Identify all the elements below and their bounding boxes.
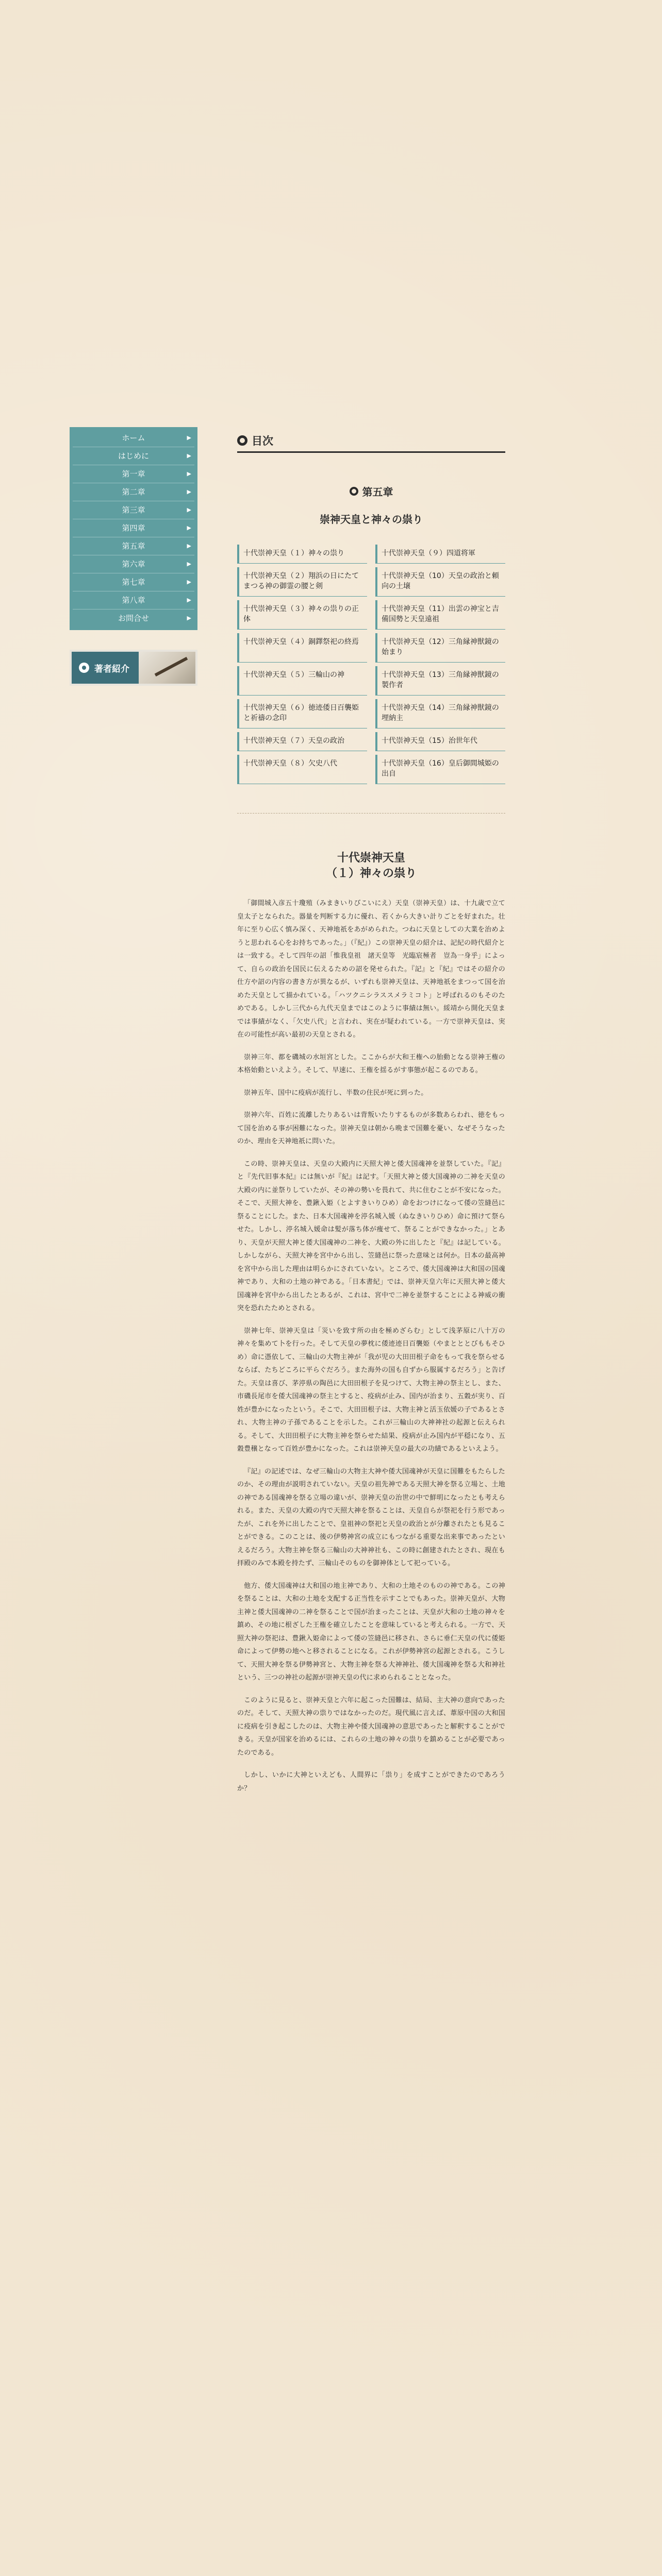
toc-link[interactable]: 十代崇神天皇（16）皇后御間城姫の出自 — [375, 755, 505, 784]
chapter-title: 第五章 — [362, 486, 393, 498]
chevron-right-icon: ▶ — [187, 470, 191, 477]
chevron-right-icon: ▶ — [187, 434, 191, 441]
sidebar-item-label: はじめに — [118, 451, 149, 461]
toc-link-grid — [237, 545, 505, 784]
sidebar-item-label: 第二章 — [122, 487, 145, 497]
sidebar — [70, 427, 197, 686]
sidebar-item-label: ホーム — [122, 433, 145, 443]
article-paragraph: 「御間城入彦五十瓊殖（みまきいりびこいにえ）天皇（崇神天皇）は、十九歳で立て皇太子となられた。器量を判断する力に優れ、若くから大きい計りごとを好まれた。壮年に至り心広く慎み深く、天神地祇をあがめられた。つねに天皇としての大業を治めようと思われる心をお持ちであった。」（『紀』）この崇神天皇の紹介は、記紀の時代紹介とは一致する。そして四年の詔「惟我皇祖 諸天皇等 光臨宸極者 豈為一身乎」によって、自らの政治を国民に伝えるための詔を発せられた。『記』と『紀』ではその紹介の仕方や詔の内容の書き方が異なるが、いずれも崇神天皇は、天神地祇をまつって国を治めた天皇として描かれている。「ハツクニシラススメラミコト」と呼ばれるのもそのためである。しかし三代から九代天皇まではこのように事績は無い。綏靖から開化天皇までは事績がなく、「欠史八代」と言われ、実在が疑われている。一方で崇神天皇は、実在の可能性が高い最初の天皇とされる。 — [237, 900, 505, 1039]
sidebar-item-label: 第三章 — [122, 505, 145, 515]
toc-link[interactable]: 十代崇神天皇（３）神々の祟りの正体 — [237, 600, 367, 630]
toc-link[interactable]: 十代崇神天皇（４）銅鐸祭祀の終焉 — [237, 633, 367, 663]
toc-link[interactable]: 十代崇神天皇（13）三角縁神獣鏡の製作者 — [375, 666, 505, 696]
section-divider — [237, 813, 505, 814]
sidebar-item[interactable] — [73, 537, 194, 555]
toc-link[interactable]: 十代崇神天皇（15）治世年代 — [375, 732, 505, 751]
sidebar-item[interactable] — [73, 573, 194, 591]
sidebar-item-label: 第四章 — [122, 523, 145, 533]
sidebar-item-label: 第六章 — [122, 560, 145, 569]
main-content — [237, 433, 505, 1804]
sidebar-item[interactable] — [73, 465, 194, 483]
article-paragraph: 崇神六年、百姓に流離したりあるいは背叛いたりするものが多数あらわれ、徳をもって国を治める事が困難になった。崇神天皇は朝から晩まで国難を憂い、なぜそうなったのか、理由を天神地祇に問いた。 — [237, 1111, 505, 1145]
toc-link[interactable]: 十代崇神天皇（９）四道将軍 — [375, 545, 505, 564]
chevron-right-icon: ▶ — [187, 543, 191, 549]
toc-link[interactable]: 十代崇神天皇（８）欠史八代 — [237, 755, 367, 784]
toc-link[interactable]: 十代崇神天皇（12）三角縁神獣鏡の始まり — [375, 633, 505, 663]
toc-link[interactable]: 十代崇神天皇（７）天皇の政治 — [237, 732, 367, 751]
chevron-right-icon: ▶ — [187, 615, 191, 621]
chevron-right-icon: ▶ — [187, 488, 191, 495]
toc-link[interactable]: 十代崇神天皇（２）翔浜の日にたてまつる神の御霊の腰と剣 — [237, 567, 367, 597]
toc-title: 目次 — [252, 435, 273, 447]
article-title — [237, 851, 505, 882]
toc-header — [237, 433, 505, 453]
article-paragraph: 『記』の記述では、なぜ三輪山の大物主大神や倭大国魂神が天皇に国難をもたらしたのか、その理由が説明されていない。天皇の祖先神である天照大神を祭る立場と、土地の神である国魂神を祭る立場の違いが、崇神天皇の治世の中で鮮明になったとも考えられる。また、天皇の大殿の内で天照大神を祭ることは、天皇自らが祭祀を行う形であったが、これを外に出したことで、皇祖神の祭祀と天皇の政治とが分離されたとも見ることができる。このことは、後の伊勢神宮の成立にもつながる重要な出来事であったといえるだろう。大物主神を祭る三輪山の大神神社も、この時に創建されたとされ、現在も拝殿のみで本殿を持たず、三輪山そのものを御神体として祀っている。 — [237, 1467, 505, 1567]
article-title-line2: （１）神々の祟り — [325, 867, 417, 880]
chevron-right-icon: ▶ — [187, 597, 191, 603]
ring-icon — [350, 487, 358, 496]
toc-link[interactable]: 十代崇神天皇（10）天皇の政治と頼向の土壌 — [375, 567, 505, 597]
chevron-right-icon: ▶ — [187, 561, 191, 567]
sidebar-item[interactable] — [73, 501, 194, 519]
sidebar-item-label: 第一章 — [122, 469, 145, 479]
sidebar-item-label: お問合せ — [118, 614, 149, 623]
sidebar-item[interactable] — [73, 519, 194, 537]
article-paragraph: 崇神七年、崇神天皇は「災いを致す所の由を極めざらむ」として浅茅原に八十万の神々を集めて卜を行った。そして天皇の夢枕に倭迹迹日百襲姫（やまとととびももそひめ）命に憑依して、三輪山の大物主神が「我が児の大田田根子命をもって我を祭らせるならば、たちどころに平らぐだろう。また海外の国も自ずから服属するだろう」と告げた。天皇は喜び、茅渟県の陶邑に大田田根子を見つけて、大物主神の祭主とし、また、市磯長尾市を倭大国魂神の祭主とすると、疫病が止み、国内が治まり、五穀が実り、百姓が豊かになったという。そこで、大田田根子は、大物主神と活玉依媛の子であるとされ、大物主神の子孫であることを示した。これが三輪山の大神神社の起源と伝えられる。そして、大田田根子に大物主神を祭らせた結果、疫病が止み国内が平穏になり、五穀豊穣となって百姓が豊かになった。これは崇神天皇の最大の功績であるといえよう。 — [237, 1327, 505, 1453]
sidebar-item[interactable] — [73, 591, 194, 609]
sidebar-item[interactable] — [73, 447, 194, 465]
article-title-line1: 十代崇神天皇 — [337, 852, 405, 865]
author-banner[interactable] — [70, 650, 197, 686]
article-paragraph: この時、崇神天皇は、天皇の大殿内に天照大神と倭大国魂神を並祭していた。『記』と『先代旧事本紀』には無いが『紀』は記す。「天照大神と倭大国魂神の二神を天皇の大殿の内に並祭りしていたが、その神の勢いを畏れて、共に住むことが不安になった。そこで、天照大神を、豊鍬入姫（とよすきいりひめ）命をおつけになって倭の笠縫邑に祭ることにした。また、日本大国魂神を渟名城入媛（ぬなきいりひめ）命に預けて祭らせた。しかし、渟名城入媛命は髪が落ち体が痩せて、祭ることができなかった。」とあり、天皇が天照大神と倭大国魂神の二神を、大殿の外に出したと『紀』は記している。しかしながら、天照大神を宮中から出し、笠縫邑に祭った意味とは何か。日本の最高神を宮中から出した理由は明らかにされていない。ところで、倭大国魂神は大和国の国魂神であり、大和の土地の神である。「日本書紀」では、崇神天皇六年に天照大神と倭大国魂神を宮中から出したとあるが、これは、宮中で二神を並祭することによる神威の衝突を恐れたためとされる。 — [237, 1160, 505, 1312]
sidebar-nav — [70, 427, 197, 630]
sidebar-item-label: 第五章 — [122, 541, 145, 551]
chevron-right-icon: ▶ — [187, 506, 191, 513]
article-body — [237, 897, 505, 1795]
toc-link[interactable]: 十代崇神天皇（14）三角縁神獣鏡の埋納主 — [375, 699, 505, 728]
article-paragraph: しかし、いかに大神といえども、人間界に「祟り」を成すことができたのであろうか？ — [237, 1771, 505, 1792]
sidebar-item[interactable] — [73, 609, 194, 627]
sidebar-item-label: 第七章 — [122, 578, 145, 587]
article-paragraph: 崇神五年、国中に疫病が流行し、半数の住民が死に到った。 — [244, 1089, 428, 1097]
sidebar-item-label: 第八章 — [122, 596, 145, 605]
chevron-right-icon: ▶ — [187, 452, 191, 459]
article-paragraph: 他方、倭大国魂神は大和国の地主神であり、大和の土地そのものの神である。この神を祭ることは、大和の土地を支配する正当性を示すことでもあった。崇神天皇が、大物主神と倭大国魂神の二神を祭ることで国が治まったことは、天皇が大和の土地の神々を鎮め、その地に根ざした王権を確立したことを意味していると考えられる。一方で、天照大神の祭祀は、豊鍬入姫命によって倭の笠縫邑に移され、さらに垂仁天皇の代に倭姫命によって伊勢の地へと移されることになる。これが伊勢神宮の起源とされる。こうして、天照大神を祭る伊勢神宮と、大物主神を祭る大神神社、倭大国魂神を祭る大和神社という、三つの神社の起源が崇神天皇の代に求められることとなった。 — [237, 1582, 505, 1682]
sidebar-item[interactable] — [73, 429, 194, 447]
toc-link[interactable]: 十代崇神天皇（６）徳迹倭日百襲姫と祈禱の念印 — [237, 699, 367, 728]
sidebar-item[interactable] — [73, 483, 194, 501]
chevron-right-icon: ▶ — [187, 524, 191, 531]
sidebar-item[interactable] — [73, 555, 194, 573]
author-label: 著者紹介 — [94, 664, 129, 674]
chevron-right-icon: ▶ — [187, 579, 191, 585]
pen-image — [139, 652, 195, 684]
toc-link[interactable]: 十代崇神天皇（１）神々の祟り — [237, 545, 367, 564]
article-paragraph: 崇神三年、都を磯城の水垣宮とした。ここからが大和王権への胎動となる崇神王権の本格始動といえよう。そして、早速に、王権を揺るがす事態が起こるのである。 — [237, 1053, 505, 1074]
chapter-subtitle: 崇神天皇と神々の祟り — [320, 513, 423, 526]
chapter-box — [237, 484, 505, 526]
chapter-heading — [350, 484, 393, 499]
ring-icon — [237, 435, 247, 446]
toc-link[interactable]: 十代崇神天皇（５）三輪山の神 — [237, 666, 367, 696]
toc-link[interactable]: 十代崇神天皇（11）出雲の神宝と吉備国勢と天皇遠祖 — [375, 600, 505, 630]
article-paragraph: このように見ると、崇神天皇と六年に起こった国難は、結局、主大神の意向であったのだ。そして、天照大神の祟りではなかったのだ。現代風に言えば、葦原中国の大和国に疫病を引き起こしたのは、大物主神や倭大国魂神の意思であったと解釈することができる。天皇が国家を治めるには、これらの土地の神々の祟りを鎮めることが必要であったのである。 — [237, 1696, 505, 1757]
circle-bullet-icon — [79, 663, 89, 673]
